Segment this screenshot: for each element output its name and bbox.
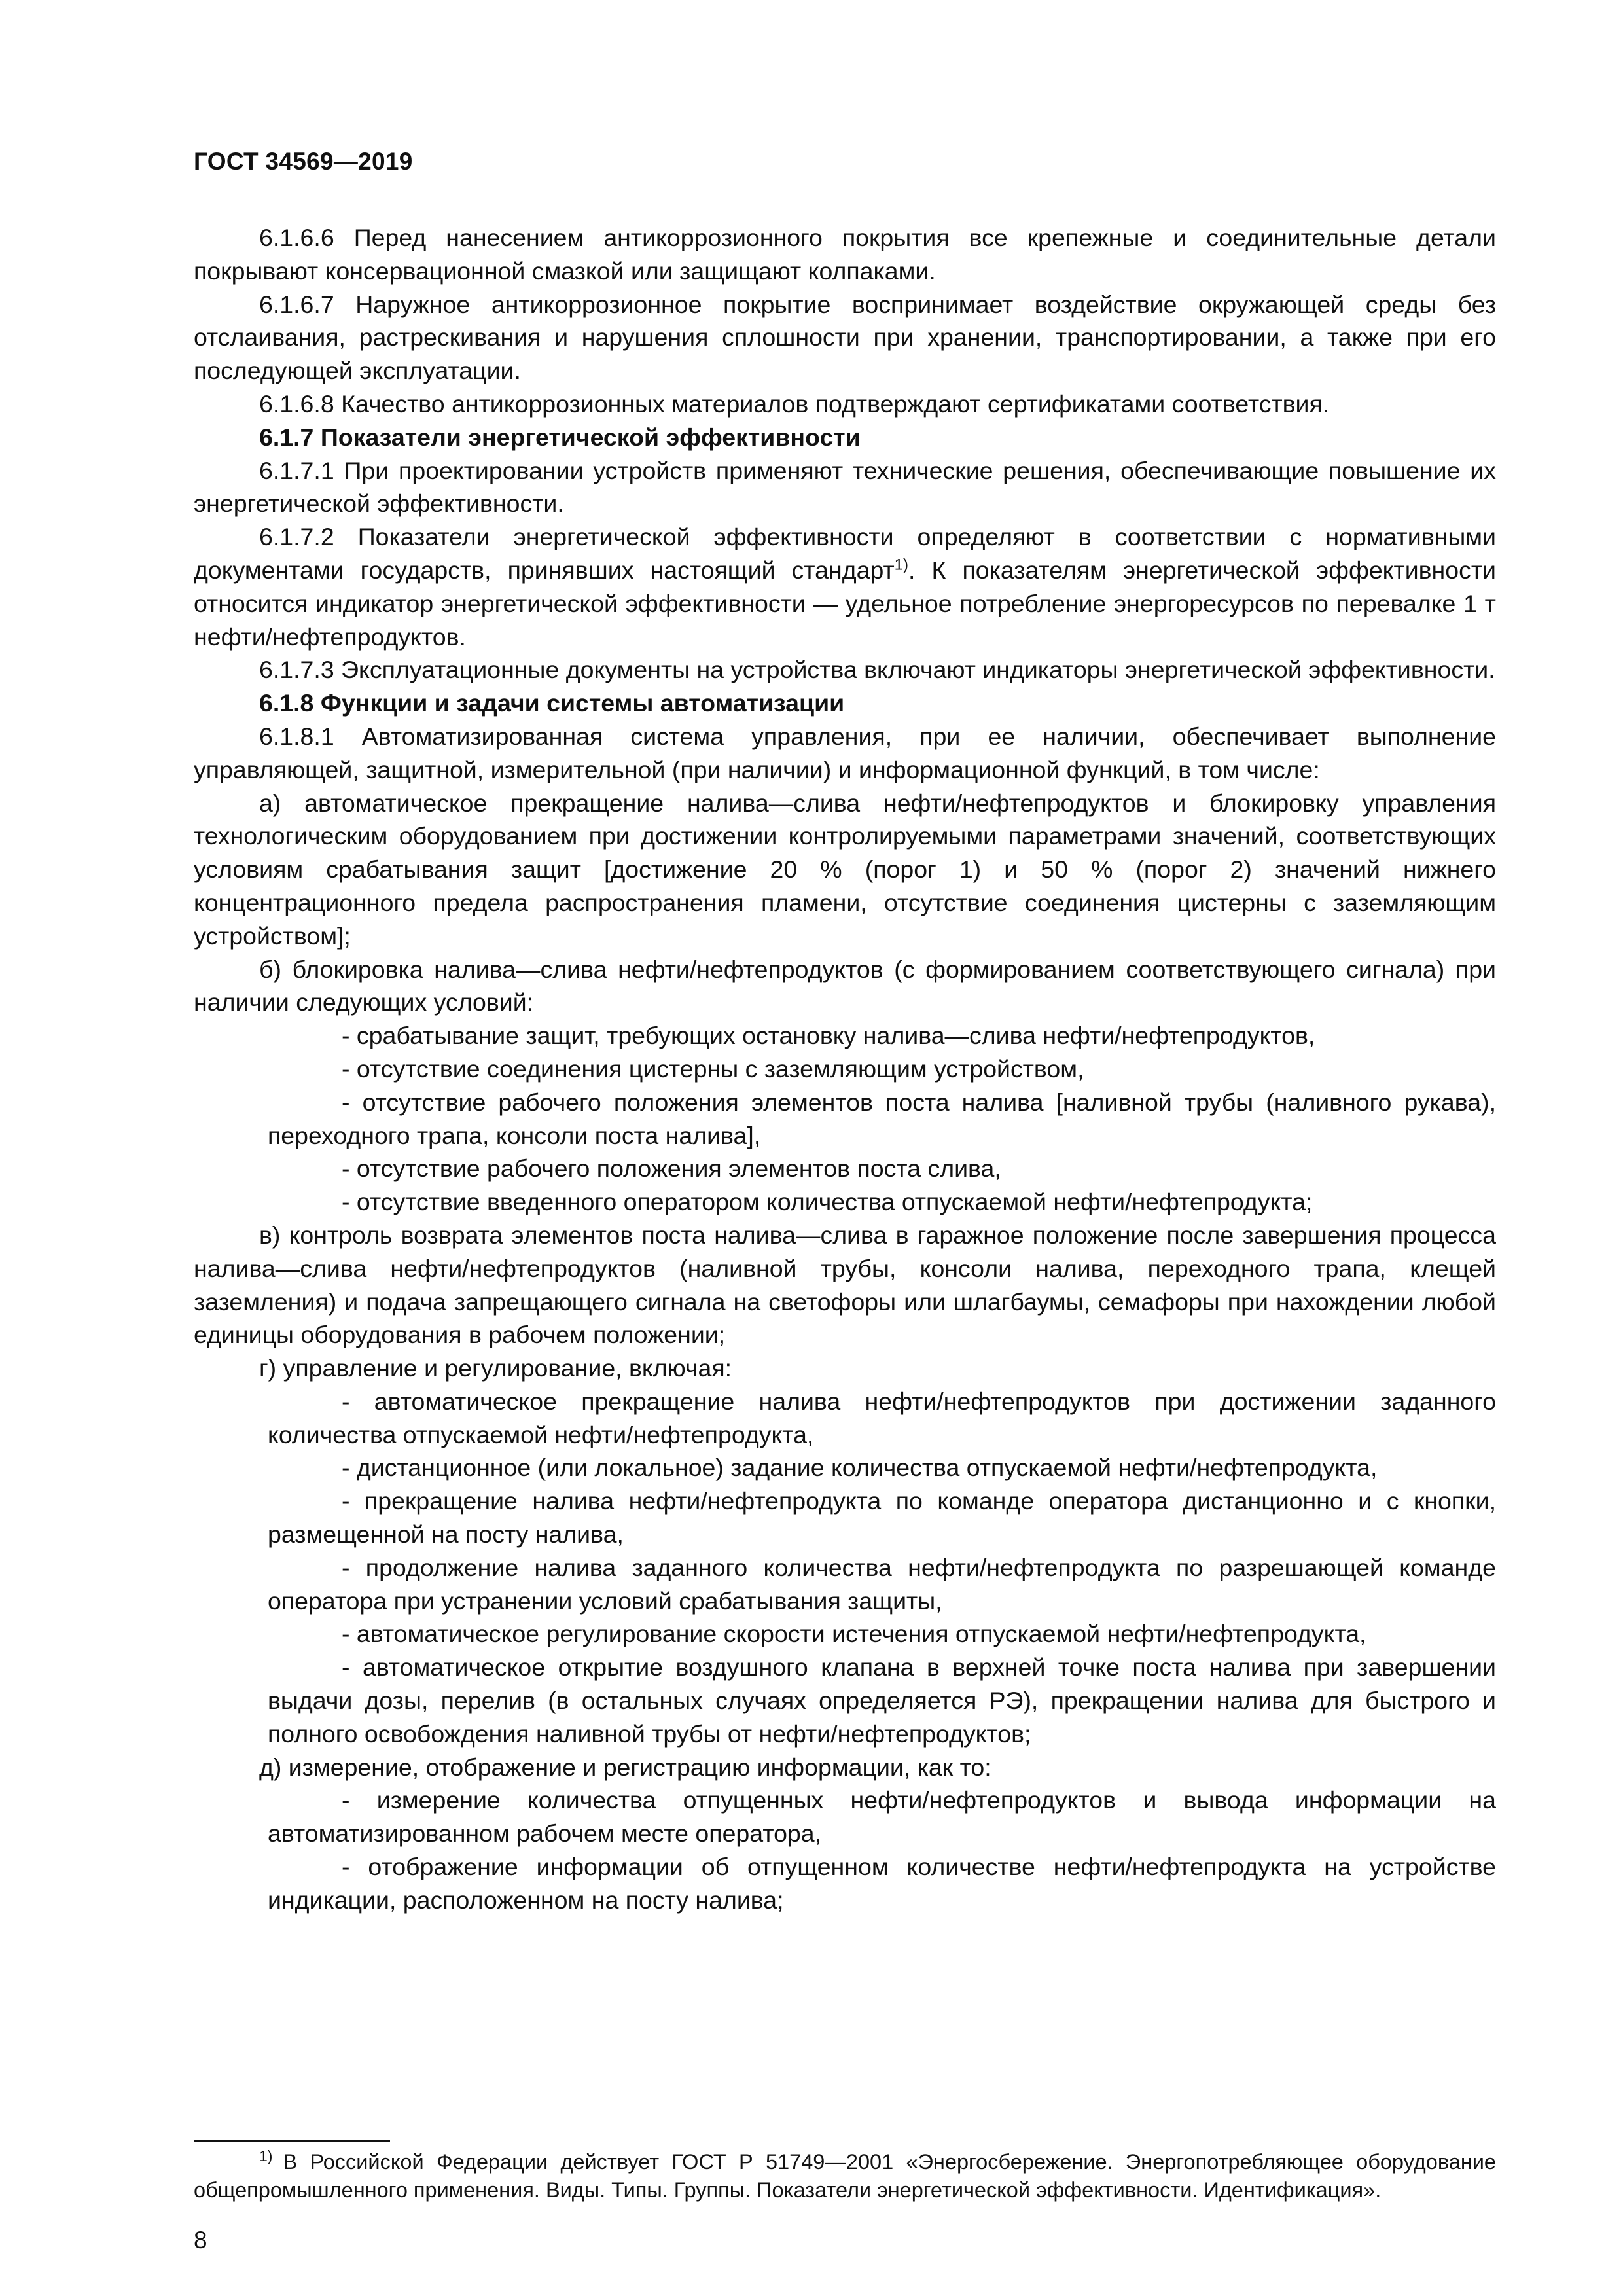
list-subitem: - автоматическое открытие воздушного клапана в верхней точке поста налива при завершении выдачи дозы, перелив (в остальных случаях определяется РЭ), прекращении налива для быстрого и полного освобождения наливной трубы от нефти/нефтепродуктов; — [268, 1653, 1496, 1748]
list-subitem: - продолжение налива заданного количества нефти/нефтепродукта по разрешающей команде оператора при устранении условий срабатывания защиты, — [268, 1553, 1496, 1615]
section-heading: 6.1.7 Показатели энергетической эффективности — [259, 423, 861, 451]
paragraph: д) измерение, отображение и регистрацию информации, как то: — [259, 1753, 991, 1781]
list-subitem: - отсутствие соединения цистерны с заземляющим устройством, — [342, 1054, 1084, 1083]
body-text — [194, 221, 1496, 1917]
paragraph: б) блокировка налива—слива нефти/нефтепродуктов (с формированием соответствующего сигнала) при наличии следующих условий: — [194, 955, 1496, 1016]
section-heading: 6.1.8 Функции и задачи системы автоматизации — [259, 689, 845, 717]
paragraph-text: . К показателям энергетической эффективности относится индикатор энергетической эффективности — удельное потребление энергоресурсов по перевалке 1 т нефти/нефтепродуктов. — [194, 556, 1496, 651]
footnote — [194, 2148, 1496, 2204]
list-subitem: - отсутствие рабочего положения элементов поста слива, — [342, 1155, 1001, 1183]
paragraph: 6.1.8.1 Автоматизированная система управления, при ее наличии, обеспечивает выполнение управляющей, защитной, измерительной (при наличии) и информационной функций, в том числе: — [194, 722, 1496, 783]
paragraph: 6.1.6.7 Наружное антикоррозионное покрытие воспринимает воздействие окружающей среды без отслаивания, растрескивания и нарушения сплошности при хранении, транспортировании, а также при его последующей эксплуатации. — [194, 290, 1496, 385]
footnote-mark: 1) — [259, 2147, 273, 2165]
list-subitem: - автоматическое прекращение налива нефти/нефтепродуктов при достижении заданного количества отпускаемой нефти/нефтепродукта, — [268, 1387, 1496, 1448]
list-subitem: - отображение информации об отпущенном количестве нефти/нефтепродукта на устройстве индикации, расположенном на посту налива; — [268, 1853, 1496, 1914]
paragraph: в) контроль возврата элементов поста налива—слива в гаражное положение после завершения процесса налива—слива нефти/нефтепродуктов (наливной трубы, консоли налива, переходного трапа, клещей заземления) и подача запрещающего сигнала на светофоры или шлагбаумы, семафоры при нахождении любой единицы оборудования в рабочем положении; — [194, 1221, 1496, 1349]
paragraph: г) управление и регулирование, включая: — [259, 1354, 732, 1382]
footnote-ref: 1) — [894, 556, 908, 574]
paragraph: 6.1.7.3 Эксплуатационные документы на устройства включают индикаторы энергетической эффективности. — [259, 656, 1495, 684]
list-subitem: - измерение количества отпущенных нефти/нефтепродуктов и вывода информации на автоматизированном рабочем месте оператора, — [268, 1786, 1496, 1848]
paragraph: а) автоматическое прекращение налива—слива нефти/нефтепродуктов и блокировку управления технологическим оборудованием при достижении контролируемыми параметрами значений, соответствующих условиям срабатывания защит [достижение 20 % (порог 1) и 50 % (порог 2) значений нижнего концентрационного предела распространения пламени, отсутствие соединения цистерны с заземляющим устройством]; — [194, 789, 1496, 950]
paragraph: 6.1.7.1 При проектировании устройств применяют технические решения, обеспечивающие повышение их энергетической эффективности. — [194, 456, 1496, 518]
list-subitem: - дистанционное (или локальное) задание количества отпускаемой нефти/нефтепродукта, — [342, 1454, 1378, 1482]
page-number: 8 — [194, 2227, 207, 2253]
paragraph — [194, 520, 1496, 653]
paragraph-text: 6.1.7.2 Показатели энергетической эффективности определяют в соответствии с нормативными документами государств, принявших настоящий стандарт — [194, 523, 1496, 584]
paragraph: 6.1.6.8 Качество антикоррозионных материалов подтверждают сертификатами соответствия. — [259, 389, 1330, 418]
paragraph: 6.1.6.6 Перед нанесением антикоррозионного покрытия все крепежные и соединительные детали покрывают консервационной смазкой или защищают колпаками. — [194, 224, 1496, 285]
list-subitem: - прекращение налива нефти/нефтепродукта по команде оператора дистанционно и с кнопки, размещенной на посту налива, — [268, 1487, 1496, 1549]
footnote-separator — [194, 2140, 390, 2142]
list-subitem: - автоматическое регулирование скорости истечения отпускаемой нефти/нефтепродукта, — [342, 1620, 1366, 1648]
document-header: ГОСТ 34569—2019 — [194, 148, 413, 175]
footnote-text: В Российской Федерации действует ГОСТ Р 51749—2001 «Энергосбережение. Энергопотребляющее оборудование общепромышленного применения. Виды. Типы. Группы. Показатели энергетической эффективности. Идентификация». — [194, 2150, 1496, 2202]
list-subitem: - срабатывание защит, требующих остановку налива—слива нефти/нефтепродуктов, — [342, 1022, 1315, 1050]
list-subitem: - отсутствие введенного оператором количества отпускаемой нефти/нефтепродукта; — [342, 1188, 1313, 1216]
list-subitem: - отсутствие рабочего положения элементов поста налива [наливной трубы (наливного рукава), переходного трапа, консоли поста налива], — [268, 1088, 1496, 1149]
